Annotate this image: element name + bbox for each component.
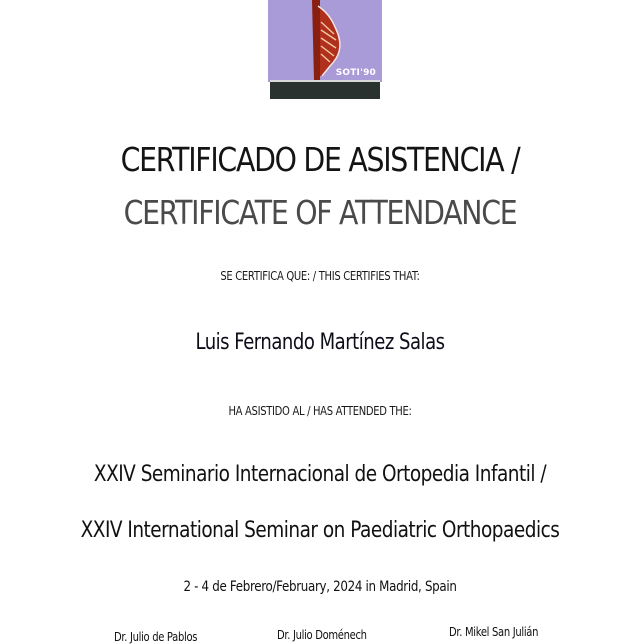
recipient-name: Luis Fernando Martínez Salas <box>195 330 445 355</box>
certifies-label: SE CERTIFICA QUE: / THIS CERTIFIES THAT: <box>220 268 420 283</box>
signatory-name: Dr. Mikel San Julián <box>449 624 539 639</box>
title-spanish: CERTIFICADO DE ASISTENCIA / <box>120 140 520 179</box>
soti-logo <box>268 0 382 98</box>
attended-label: HA ASISTIDO AL / HAS ATTENDED THE: <box>228 403 412 418</box>
title-english: CERTIFICATE OF ATTENDANCE <box>123 193 517 232</box>
event-name-english: XXIV International Seminar on Paediatric Orthopaedics <box>80 518 560 543</box>
logo-base-bar <box>270 80 380 99</box>
signatory-name: Dr. Julio Doménech <box>277 627 367 642</box>
event-date-location: 2 - 4 de Febrero/February, 2024 in Madrid, Spain <box>183 579 457 595</box>
logo-text: SOTI'90 <box>335 68 376 78</box>
signatory-name: Dr. Julio de Pablos <box>114 629 198 644</box>
event-name-spanish: XXIV Seminario Internacional de Ortopedia Infantil / <box>93 462 547 487</box>
